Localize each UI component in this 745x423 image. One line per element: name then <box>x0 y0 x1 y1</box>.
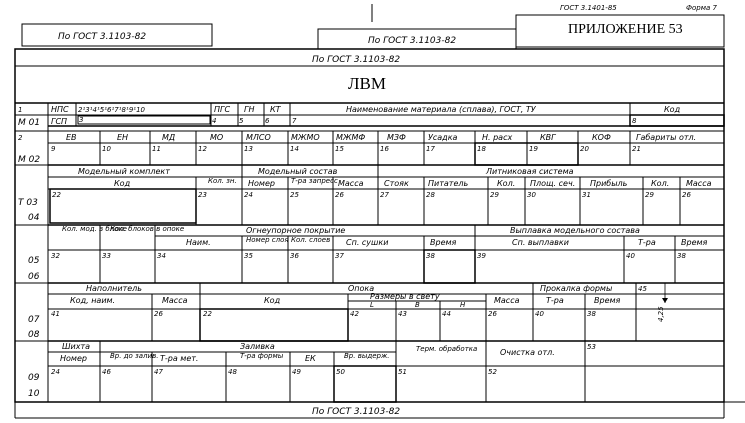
cell-header: Сп. сушки <box>346 238 389 247</box>
field-number: 23 <box>198 191 207 199</box>
cell-header: Прибыль <box>590 179 628 188</box>
cell-header: КОФ <box>592 133 611 142</box>
cell-header: МЖМФ <box>336 133 366 142</box>
r07-bold-cell <box>200 309 348 341</box>
cell-header: Номер <box>248 179 275 188</box>
section-header: Наполнитель <box>86 284 142 293</box>
field-number: 5 <box>239 117 244 125</box>
cell-header: Очистка отл. <box>500 348 555 357</box>
field-number: 18 <box>477 145 486 153</box>
field-number: 10 <box>102 145 111 153</box>
field-number: 20 <box>580 145 589 153</box>
section-header: Литниковая система <box>486 167 574 176</box>
gost-ref-center: По ГОСТ 3.1103-82 <box>368 36 457 46</box>
cell-header: Наименование материала (сплава), ГОСТ, ТУ <box>346 105 536 114</box>
cell-header: МЖМО <box>291 133 320 142</box>
field-number: 38 <box>426 252 435 260</box>
field-number: 51 <box>398 368 407 376</box>
field-number: 38 <box>587 310 596 318</box>
field-number: 47 <box>154 368 163 376</box>
field-number: 35 <box>244 252 253 260</box>
cell-header: Код <box>664 105 681 114</box>
field-number: 19 <box>529 145 538 153</box>
field-number: 41 <box>51 310 60 318</box>
cell-header: Усадка <box>428 133 458 142</box>
row-label: М 01 <box>18 118 41 128</box>
field-number: 31 <box>582 191 591 199</box>
cell-header: L <box>370 301 374 309</box>
field-number: 48 <box>228 368 237 376</box>
field-number: 3 <box>79 116 84 124</box>
cell-header: ЕВ <box>66 133 77 142</box>
cell-header: ЕН <box>117 133 129 142</box>
field-number: 32 <box>51 252 60 260</box>
cell-header: КВГ <box>540 133 556 142</box>
field-number: 15 <box>335 145 344 153</box>
gost-ref-left: По ГОСТ 3.1103-82 <box>58 32 147 42</box>
cell-header: Кол. <box>651 179 670 188</box>
dimension-label: 4,25 <box>657 306 665 322</box>
field-number: 26 <box>682 191 691 199</box>
section-header: Огнеупорное покрытие <box>246 226 346 235</box>
cell-header: МЛСО <box>246 133 271 142</box>
cell-header: Н. расх <box>482 133 513 142</box>
cell-header: Масса <box>338 179 364 188</box>
cell-header: В <box>415 301 420 309</box>
field-number: 37 <box>335 252 344 260</box>
appendix-title: ПРИЛОЖЕНИЕ 53 <box>568 22 683 37</box>
field-number: 45 <box>638 285 647 293</box>
field-number: 44 <box>442 310 451 318</box>
field-number: 38 <box>677 252 686 260</box>
cell-header: Наим. <box>186 238 211 247</box>
t03-bold-cell <box>50 189 196 223</box>
field-number: 26 <box>154 310 163 318</box>
cell-header: Номер <box>60 354 87 363</box>
cell-header: ЕК <box>305 354 316 363</box>
field-number: 8 <box>632 117 637 125</box>
cell-header: Т-ра запресс <box>291 177 338 185</box>
cell-header: Кол. блоков в опоке <box>110 225 185 233</box>
field-number: 34 <box>157 252 166 260</box>
field-number: 33 <box>102 252 111 260</box>
doc-code-title: ЛВМ <box>348 74 386 93</box>
cell-header: 2¹3¹4¹5¹6¹7¹8¹9¹10 <box>78 106 145 114</box>
field-number: 12 <box>198 145 207 153</box>
field-number: 17 <box>426 145 435 153</box>
cell-header: Масса <box>162 296 188 305</box>
cell-header: ГН <box>244 105 255 114</box>
cell-header: Кол. мод. в блоке <box>62 225 127 233</box>
m01-kod-cell <box>630 115 724 126</box>
gost-header-text: ГОСТ 3.1401-85 <box>560 4 617 12</box>
cell-header: Код <box>114 179 131 188</box>
field-number: 24 <box>244 191 253 199</box>
section-header: Заливка <box>240 342 275 351</box>
field-number: 40 <box>626 252 635 260</box>
field-number: 42 <box>350 310 359 318</box>
gost-ref-footer: По ГОСТ 3.1103-82 <box>312 407 401 417</box>
field-number: 50 <box>336 368 345 376</box>
cell-header: Время <box>430 238 457 247</box>
field-number: 21 <box>632 145 641 153</box>
cell-header: НПС <box>51 105 69 114</box>
row-label: 07 <box>28 315 40 325</box>
row-label: М 02 <box>18 155 41 165</box>
field-number: 22 <box>203 310 212 318</box>
cell-header: ГСП <box>51 117 68 126</box>
cell-header: ПГС <box>214 105 231 114</box>
field-number: 26 <box>488 310 497 318</box>
cell-header: Терм. обработка <box>416 345 478 353</box>
field-number: 29 <box>490 191 499 199</box>
cell-header: Т-ра <box>638 238 656 247</box>
field-number: 7 <box>292 117 297 125</box>
row-label: Т 03 <box>18 198 38 208</box>
cell-header: Площ. сеч. <box>530 179 576 188</box>
field-number: 30 <box>527 191 536 199</box>
field-number: 29 <box>645 191 654 199</box>
field-number: 13 <box>244 145 253 153</box>
cell-header: Н <box>460 301 466 309</box>
field-number: 14 <box>290 145 299 153</box>
m01-digit-strip <box>78 116 210 124</box>
cell-header: Габариты отл. <box>636 133 697 142</box>
row-label: 06 <box>28 272 40 282</box>
cell-header: Масса <box>686 179 712 188</box>
cell-header: Т-ра <box>546 296 564 305</box>
cell-header: Время <box>594 296 621 305</box>
cell-header: Кол. <box>497 179 516 188</box>
row-label: 05 <box>28 256 40 266</box>
cell-header: МО <box>210 133 224 142</box>
cell-header: Вр. до залив. <box>110 352 159 360</box>
cell-header: Кол. слоев <box>291 236 331 244</box>
field-number: 25 <box>290 191 299 199</box>
field-number: 39 <box>477 252 486 260</box>
field-number: 16 <box>380 145 389 153</box>
gost-ref-strip: По ГОСТ 3.1103-82 <box>312 55 401 65</box>
row-label: 2 <box>18 134 23 142</box>
field-number: 53 <box>587 343 596 351</box>
cell-header: МД <box>162 133 176 142</box>
cell-header: Стояк <box>384 179 409 188</box>
section-header: Модельный состав <box>258 167 338 176</box>
field-number: 52 <box>488 368 497 376</box>
field-number: 36 <box>290 252 299 260</box>
cell-header: Питатель <box>428 179 469 188</box>
cell-header: Размеры в свету <box>370 292 440 301</box>
field-number: 43 <box>398 310 407 318</box>
field-number: 27 <box>380 191 389 199</box>
field-number: 24 <box>51 368 60 376</box>
section-header: Шихта <box>62 342 91 351</box>
row-label: 04 <box>28 213 40 223</box>
field-number: 4 <box>212 117 217 125</box>
field-number: 49 <box>292 368 301 376</box>
field-number: 6 <box>265 117 270 125</box>
row-label: 10 <box>28 389 40 399</box>
section-header: Выплавка модельного состава <box>510 226 640 235</box>
form-number-text: Форма 7 <box>686 4 718 12</box>
field-number: 11 <box>152 145 161 153</box>
section-header: Прокалка формы <box>540 284 613 293</box>
cell-header: Вр. выдерж. <box>344 352 390 360</box>
field-number: 22 <box>52 191 61 199</box>
cell-header: МЗФ <box>387 133 406 142</box>
field-number: 9 <box>51 145 56 153</box>
row-label: 09 <box>28 373 40 383</box>
cell-header: Т-ра мет. <box>160 354 199 363</box>
cell-header: Масса <box>494 296 520 305</box>
row-label: 1 <box>18 106 23 114</box>
cell-header: Код, наим. <box>70 296 116 305</box>
cell-header: Сп. выплавки <box>512 238 569 247</box>
field-number: 26 <box>335 191 344 199</box>
section-header: Модельный комплект <box>78 167 170 176</box>
field-number: 46 <box>102 368 111 376</box>
dim-arrowhead <box>662 298 668 303</box>
cell-header: Код <box>264 296 281 305</box>
section-header: Опока <box>348 284 375 293</box>
cell-header: КТ <box>270 105 281 114</box>
field-number: 28 <box>426 191 435 199</box>
cell-header: Т-ра формы <box>240 352 284 360</box>
row-label: 08 <box>28 330 40 340</box>
cell-header: Время <box>681 238 708 247</box>
field-number: 40 <box>535 310 544 318</box>
cell-header: Кол. зн. <box>208 177 237 185</box>
cell-header: Номер слоя <box>246 236 289 244</box>
